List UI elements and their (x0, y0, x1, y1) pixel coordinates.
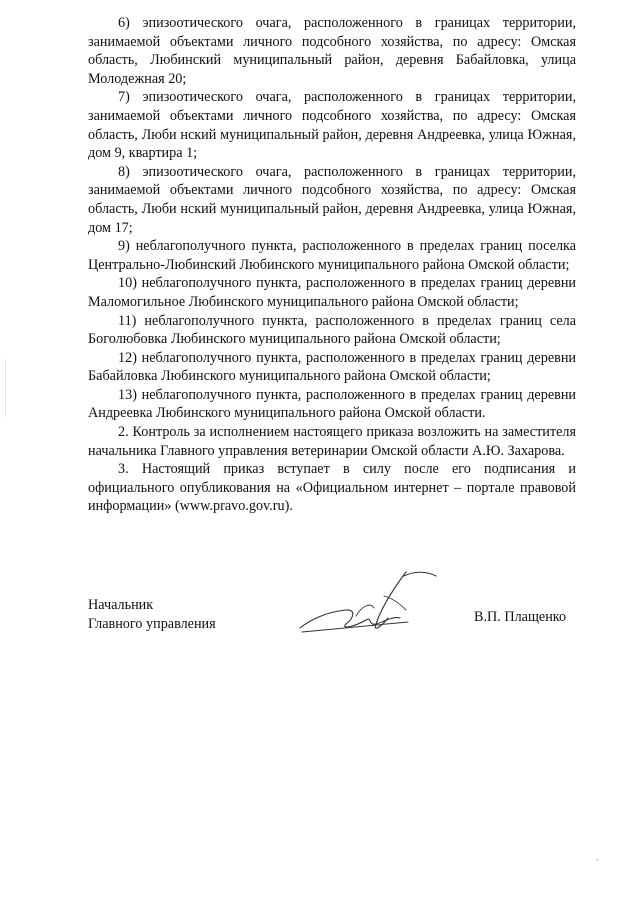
signatory-position (88, 596, 216, 633)
scan-edge-mark (5, 358, 6, 418)
scan-speck (596, 858, 599, 861)
document-body (88, 14, 576, 516)
paragraph-control-clause: 2. Контроль за исполнением настоящего приказа возложить на заместителя начальника Главного управления ветеринарии Омской области А.Ю. Захарова. (88, 424, 576, 459)
signatory-name: В.П. Плащенко (474, 609, 567, 625)
paragraph-item-9: 9) неблагополучного пункта, расположенного в пределах границ поселка Центрально-Любинский Любинского муниципального района Омской области; (88, 238, 576, 273)
paragraph-item-13: 13) неблагополучного пункта, расположенного в пределах границ деревни Андреевка Любинского муниципального района Омской области. (88, 386, 576, 422)
paragraph-item-8: 8) эпизоотического очага, расположенного в границах территории, занимаемой объектами личного подсобного хозяйства, по адресу: Омская область, Люби нский муниципальный район, деревня Андреевка, улица Южная, дом 17; (88, 163, 576, 236)
paragraph-item-11: 11) неблагополучного пункта, расположенного в пределах границ села Боголюбовка Любинского муниципального района Омской области; (88, 312, 576, 348)
paragraph-item-7: 7) эпизоотического очага, расположенного в границах территории, занимаемой объектами личного подсобного хозяйства, по адресу: Омская область, Люби нский муниципальный район, деревня Андреевка, улица Южная, дом 9, квартира 1; (88, 89, 576, 162)
handwritten-signature (296, 566, 446, 646)
signatory-position-line2: Главного управления (88, 615, 216, 632)
paragraph-item-6: 6) эпизоотического очага, расположенного в границах территории, занимаемой объектами личного подсобного хозяйства, по адресу: Омская область, Любинский муниципальный район, деревня Бабайловка, улица Молодежная 20; (88, 15, 576, 87)
signatory-position-line1: Начальник (88, 597, 154, 613)
paragraph-effective-clause: 3. Настоящий приказ вступает в силу после его подписания и официального опубликования на «Официальном интернет – портале правовой информации» (www.pravo.gov.ru). (88, 461, 576, 515)
paragraph-item-10: 10) неблагополучного пункта, расположенного в пределах границ деревни Маломогильное Любинского муниципального района Омской области; (88, 275, 576, 310)
paragraph-item-12: 12) неблагополучного пункта, расположенного в пределах границ деревни Бабайловка Любинского муниципального района Омской области; (88, 349, 576, 385)
